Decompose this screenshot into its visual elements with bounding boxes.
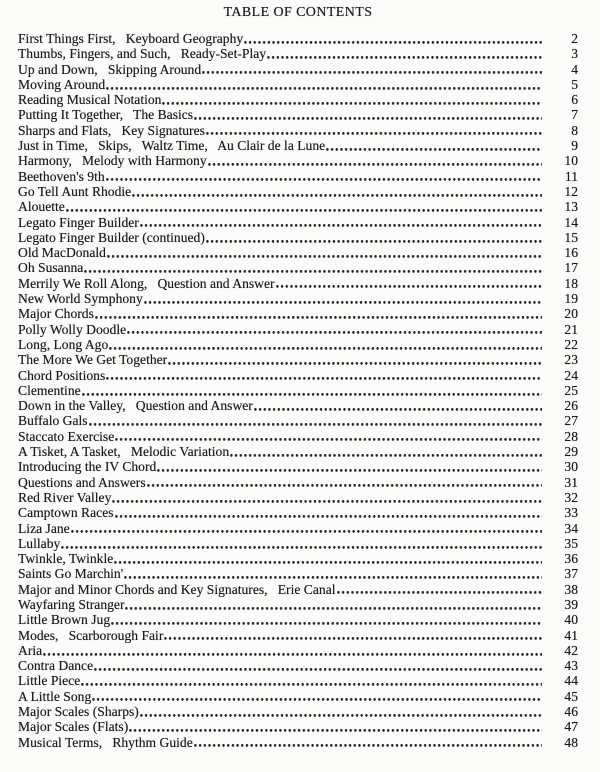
toc-entry-page: 29 xyxy=(564,444,578,460)
toc-entry-page: 24 xyxy=(564,367,578,383)
toc-entry-page: 41 xyxy=(564,627,578,643)
toc-entry-title: Red River Valley xyxy=(18,489,112,505)
toc-entry xyxy=(18,536,578,551)
toc-entry xyxy=(18,153,578,168)
toc-entry-title: Camptown Races xyxy=(18,505,114,521)
toc-entry xyxy=(18,459,578,474)
toc-entry xyxy=(18,689,578,704)
toc-entry-page: 33 xyxy=(564,505,578,521)
toc-entry xyxy=(18,245,578,260)
dot-leader xyxy=(164,628,542,643)
toc-entry-title: Down in the Valley, Question and Answer xyxy=(18,398,253,414)
dot-leader xyxy=(107,245,542,260)
toc-entry-page: 22 xyxy=(564,336,578,352)
toc-entry-title: Saints Go Marchin' xyxy=(18,566,124,582)
dot-leader xyxy=(106,368,542,383)
toc-entry-page: 30 xyxy=(564,459,578,475)
toc-entry-title: Moving Around xyxy=(18,76,106,92)
toc-entry-title: Lullaby xyxy=(18,535,61,551)
dot-leader xyxy=(95,306,542,321)
toc-entry xyxy=(18,92,578,107)
dot-leader xyxy=(168,352,542,367)
dot-leader xyxy=(337,582,542,597)
toc-entry xyxy=(18,199,578,214)
dot-leader xyxy=(244,31,542,46)
dot-leader xyxy=(106,169,542,184)
toc-entry xyxy=(18,276,578,291)
toc-entry xyxy=(18,628,578,643)
toc-entry-page: 27 xyxy=(564,413,578,429)
dot-leader xyxy=(267,46,542,61)
toc-entry xyxy=(18,184,578,199)
dot-leader xyxy=(208,153,542,168)
toc-entry xyxy=(18,322,578,337)
toc-entry-page: 35 xyxy=(564,535,578,551)
toc-entry-page: 19 xyxy=(564,291,578,307)
toc-entry-page: 3 xyxy=(571,46,578,62)
toc-entry xyxy=(18,62,578,77)
toc-entry-title: A Little Song xyxy=(18,688,92,704)
toc-entry xyxy=(18,31,578,46)
dot-leader xyxy=(71,521,542,536)
toc-entry-title: Twinkle, Twinkle xyxy=(18,551,114,567)
dot-leader xyxy=(84,260,542,275)
toc-entry-title: Go Tell Aunt Rhodie xyxy=(18,183,132,199)
toc-entry-title: Liza Jane xyxy=(18,520,70,536)
toc-entry xyxy=(18,612,578,627)
toc-entry-title: Beethoven's 9th xyxy=(18,168,105,184)
dot-leader xyxy=(115,429,542,444)
dot-leader xyxy=(112,490,542,505)
toc-entry xyxy=(18,123,578,138)
toc-entry-title: Alouette xyxy=(18,199,65,215)
toc-entry-page: 34 xyxy=(564,520,578,536)
toc-entry-page: 6 xyxy=(571,92,578,108)
toc-entry-page: 17 xyxy=(564,260,578,276)
dot-leader xyxy=(66,199,542,214)
toc-entry-page: 23 xyxy=(564,352,578,368)
toc-entry-title: Major Scales (Sharps) xyxy=(18,704,139,720)
toc-entry-page: 10 xyxy=(564,153,578,169)
dot-leader xyxy=(94,658,542,673)
toc-entry-page: 4 xyxy=(571,61,578,77)
toc-entry-title: Polly Wolly Doodle xyxy=(18,321,127,337)
dot-leader xyxy=(132,184,542,199)
toc-entry xyxy=(18,521,578,536)
toc-entry xyxy=(18,337,578,352)
toc-entry-page: 18 xyxy=(564,275,578,291)
toc-entry xyxy=(18,260,578,275)
dot-leader xyxy=(194,107,542,122)
toc-entry-title: New World Symphony xyxy=(18,291,143,307)
toc-entry-page: 40 xyxy=(564,612,578,628)
toc-entry xyxy=(18,658,578,673)
toc-entry xyxy=(18,429,578,444)
toc-entry xyxy=(18,643,578,658)
toc-list xyxy=(18,31,578,750)
dot-leader xyxy=(114,551,542,566)
page-title: TABLE OF CONTENTS xyxy=(223,5,373,20)
toc-entry xyxy=(18,291,578,306)
dot-leader xyxy=(230,444,542,459)
toc-entry-title: Introducing the IV Chord xyxy=(18,459,157,475)
toc-entry-title: Reading Musical Notation xyxy=(18,92,162,108)
dot-leader xyxy=(140,215,542,230)
toc-entry xyxy=(18,368,578,383)
toc-entry xyxy=(18,169,578,184)
toc-entry-page: 16 xyxy=(564,245,578,261)
toc-entry xyxy=(18,490,578,505)
toc-entry xyxy=(18,398,578,413)
toc-entry-title: First Things First, Keyboard Geography xyxy=(18,31,244,46)
dot-leader xyxy=(326,138,542,153)
toc-entry-page: 12 xyxy=(564,183,578,199)
toc-entry-title: Modes, Scarborough Fair xyxy=(18,627,164,643)
toc-entry-page: 39 xyxy=(564,596,578,612)
toc-entry-title: Merrily We Roll Along, Question and Answer xyxy=(18,275,275,291)
toc-entry xyxy=(18,383,578,398)
toc-entry-page: 20 xyxy=(564,306,578,322)
toc-entry xyxy=(18,352,578,367)
toc-entry-title: Buffalo Gals xyxy=(18,413,88,429)
toc-entry-title: Contra Dance xyxy=(18,658,94,674)
toc-entry-title: Major and Minor Chords and Key Signatures, Erie Canal xyxy=(18,581,336,597)
toc-entry-page: 5 xyxy=(571,76,578,92)
toc-entry-title: The More We Get Together xyxy=(18,352,168,368)
toc-entry-title: Staccato Exercise xyxy=(18,428,115,444)
toc-entry xyxy=(18,444,578,459)
dot-leader xyxy=(276,276,542,291)
toc-entry xyxy=(18,735,578,750)
toc-entry-page: 45 xyxy=(564,688,578,704)
dot-leader xyxy=(194,735,542,750)
toc-entry-page: 7 xyxy=(571,107,578,123)
toc-entry-page: 47 xyxy=(564,719,578,735)
dot-leader xyxy=(206,123,542,138)
dot-leader xyxy=(254,398,542,413)
toc-entry-page: 36 xyxy=(564,551,578,567)
toc-entry-title: Questions and Answers xyxy=(18,474,146,490)
toc-entry xyxy=(18,597,578,612)
toc-entry xyxy=(18,475,578,490)
toc-entry xyxy=(18,413,578,428)
toc-entry xyxy=(18,306,578,321)
toc-entry xyxy=(18,673,578,688)
dot-leader xyxy=(129,719,542,734)
dot-leader xyxy=(124,566,542,581)
dot-leader xyxy=(206,230,542,245)
toc-entry-title: A Tisket, A Tasket, Melodic Variation xyxy=(18,444,230,460)
toc-entry-title: Aria xyxy=(18,642,43,658)
toc-entry-title: Putting It Together, The Basics xyxy=(18,107,194,123)
toc-entry-title: Up and Down, Skipping Around xyxy=(18,61,202,77)
toc-entry xyxy=(18,77,578,92)
toc-entry xyxy=(18,551,578,566)
toc-entry-page: 15 xyxy=(564,229,578,245)
dot-leader xyxy=(127,322,542,337)
toc-entry-title: Major Chords xyxy=(18,306,94,322)
dot-leader xyxy=(111,612,542,627)
toc-entry-title: Legato Finger Builder xyxy=(18,214,139,230)
toc-entry-page: 42 xyxy=(564,642,578,658)
toc-entry xyxy=(18,719,578,734)
dot-leader xyxy=(43,643,542,658)
toc-entry-page: 21 xyxy=(564,321,578,337)
toc-entry xyxy=(18,230,578,245)
toc-entry-title: Little Piece xyxy=(18,673,81,689)
toc-entry-title: Oh Susanna xyxy=(18,260,84,276)
dot-leader xyxy=(61,536,542,551)
toc-entry-title: Thumbs, Fingers, and Such, Ready-Set-Play xyxy=(18,46,267,62)
toc-entry xyxy=(18,704,578,719)
dot-leader xyxy=(144,291,542,306)
toc-entry-title: Old MacDonald xyxy=(18,245,106,261)
toc-entry-page: 14 xyxy=(564,214,578,230)
toc-entry-page: 37 xyxy=(564,566,578,582)
toc-entry-title: Long, Long Ago xyxy=(18,336,109,352)
toc-entry xyxy=(18,107,578,122)
dot-leader xyxy=(140,704,542,719)
toc-entry xyxy=(18,46,578,61)
toc-entry-page: 48 xyxy=(564,734,578,750)
dot-leader xyxy=(115,505,542,520)
dot-leader xyxy=(106,77,542,92)
toc-entry-page: 31 xyxy=(564,474,578,490)
dot-leader xyxy=(109,337,542,352)
toc-entry xyxy=(18,566,578,581)
toc-entry-page: 25 xyxy=(564,382,578,398)
dot-leader xyxy=(92,689,542,704)
toc-entry-title: Just in Time, Skips, Waltz Time, Au Clair de la Lune xyxy=(18,138,326,154)
toc-entry-page: 28 xyxy=(564,428,578,444)
toc-entry-page: 2 xyxy=(571,31,578,46)
toc-entry-page: 13 xyxy=(564,199,578,215)
toc-entry-page: 32 xyxy=(564,489,578,505)
toc-entry-page: 46 xyxy=(564,704,578,720)
toc-entry-page: 9 xyxy=(571,138,578,154)
toc-entry-page: 38 xyxy=(564,581,578,597)
dot-leader xyxy=(162,92,542,107)
toc-entry xyxy=(18,505,578,520)
dot-leader xyxy=(81,673,542,688)
dot-leader xyxy=(82,383,542,398)
dot-leader xyxy=(157,459,542,474)
toc-entry-page: 26 xyxy=(564,398,578,414)
toc-entry-page: 43 xyxy=(564,658,578,674)
toc-entry-title: Major Scales (Flats) xyxy=(18,719,129,735)
toc-entry-page: 8 xyxy=(571,122,578,138)
dot-leader xyxy=(89,413,542,428)
toc-entry-title: Musical Terms, Rhythm Guide xyxy=(18,734,193,750)
toc-entry xyxy=(18,582,578,597)
toc-entry-title: Chord Positions xyxy=(18,367,106,383)
toc-entry-title: Little Brown Jug xyxy=(18,612,111,628)
dot-leader xyxy=(125,597,542,612)
toc-entry-title: Legato Finger Builder (continued) xyxy=(18,229,205,245)
toc-entry-title: Harmony, Melody with Harmony xyxy=(18,153,207,169)
toc-entry-title: Sharps and Flats, Key Signatures xyxy=(18,122,205,138)
toc-entry-page: 11 xyxy=(564,168,578,184)
dot-leader xyxy=(202,62,542,77)
toc-entry xyxy=(18,215,578,230)
toc-entry-title: Clementine xyxy=(18,382,81,398)
toc-entry-title: Wayfaring Stranger xyxy=(18,596,125,612)
toc-entry xyxy=(18,138,578,153)
toc-entry-page: 44 xyxy=(564,673,578,689)
dot-leader xyxy=(147,475,542,490)
